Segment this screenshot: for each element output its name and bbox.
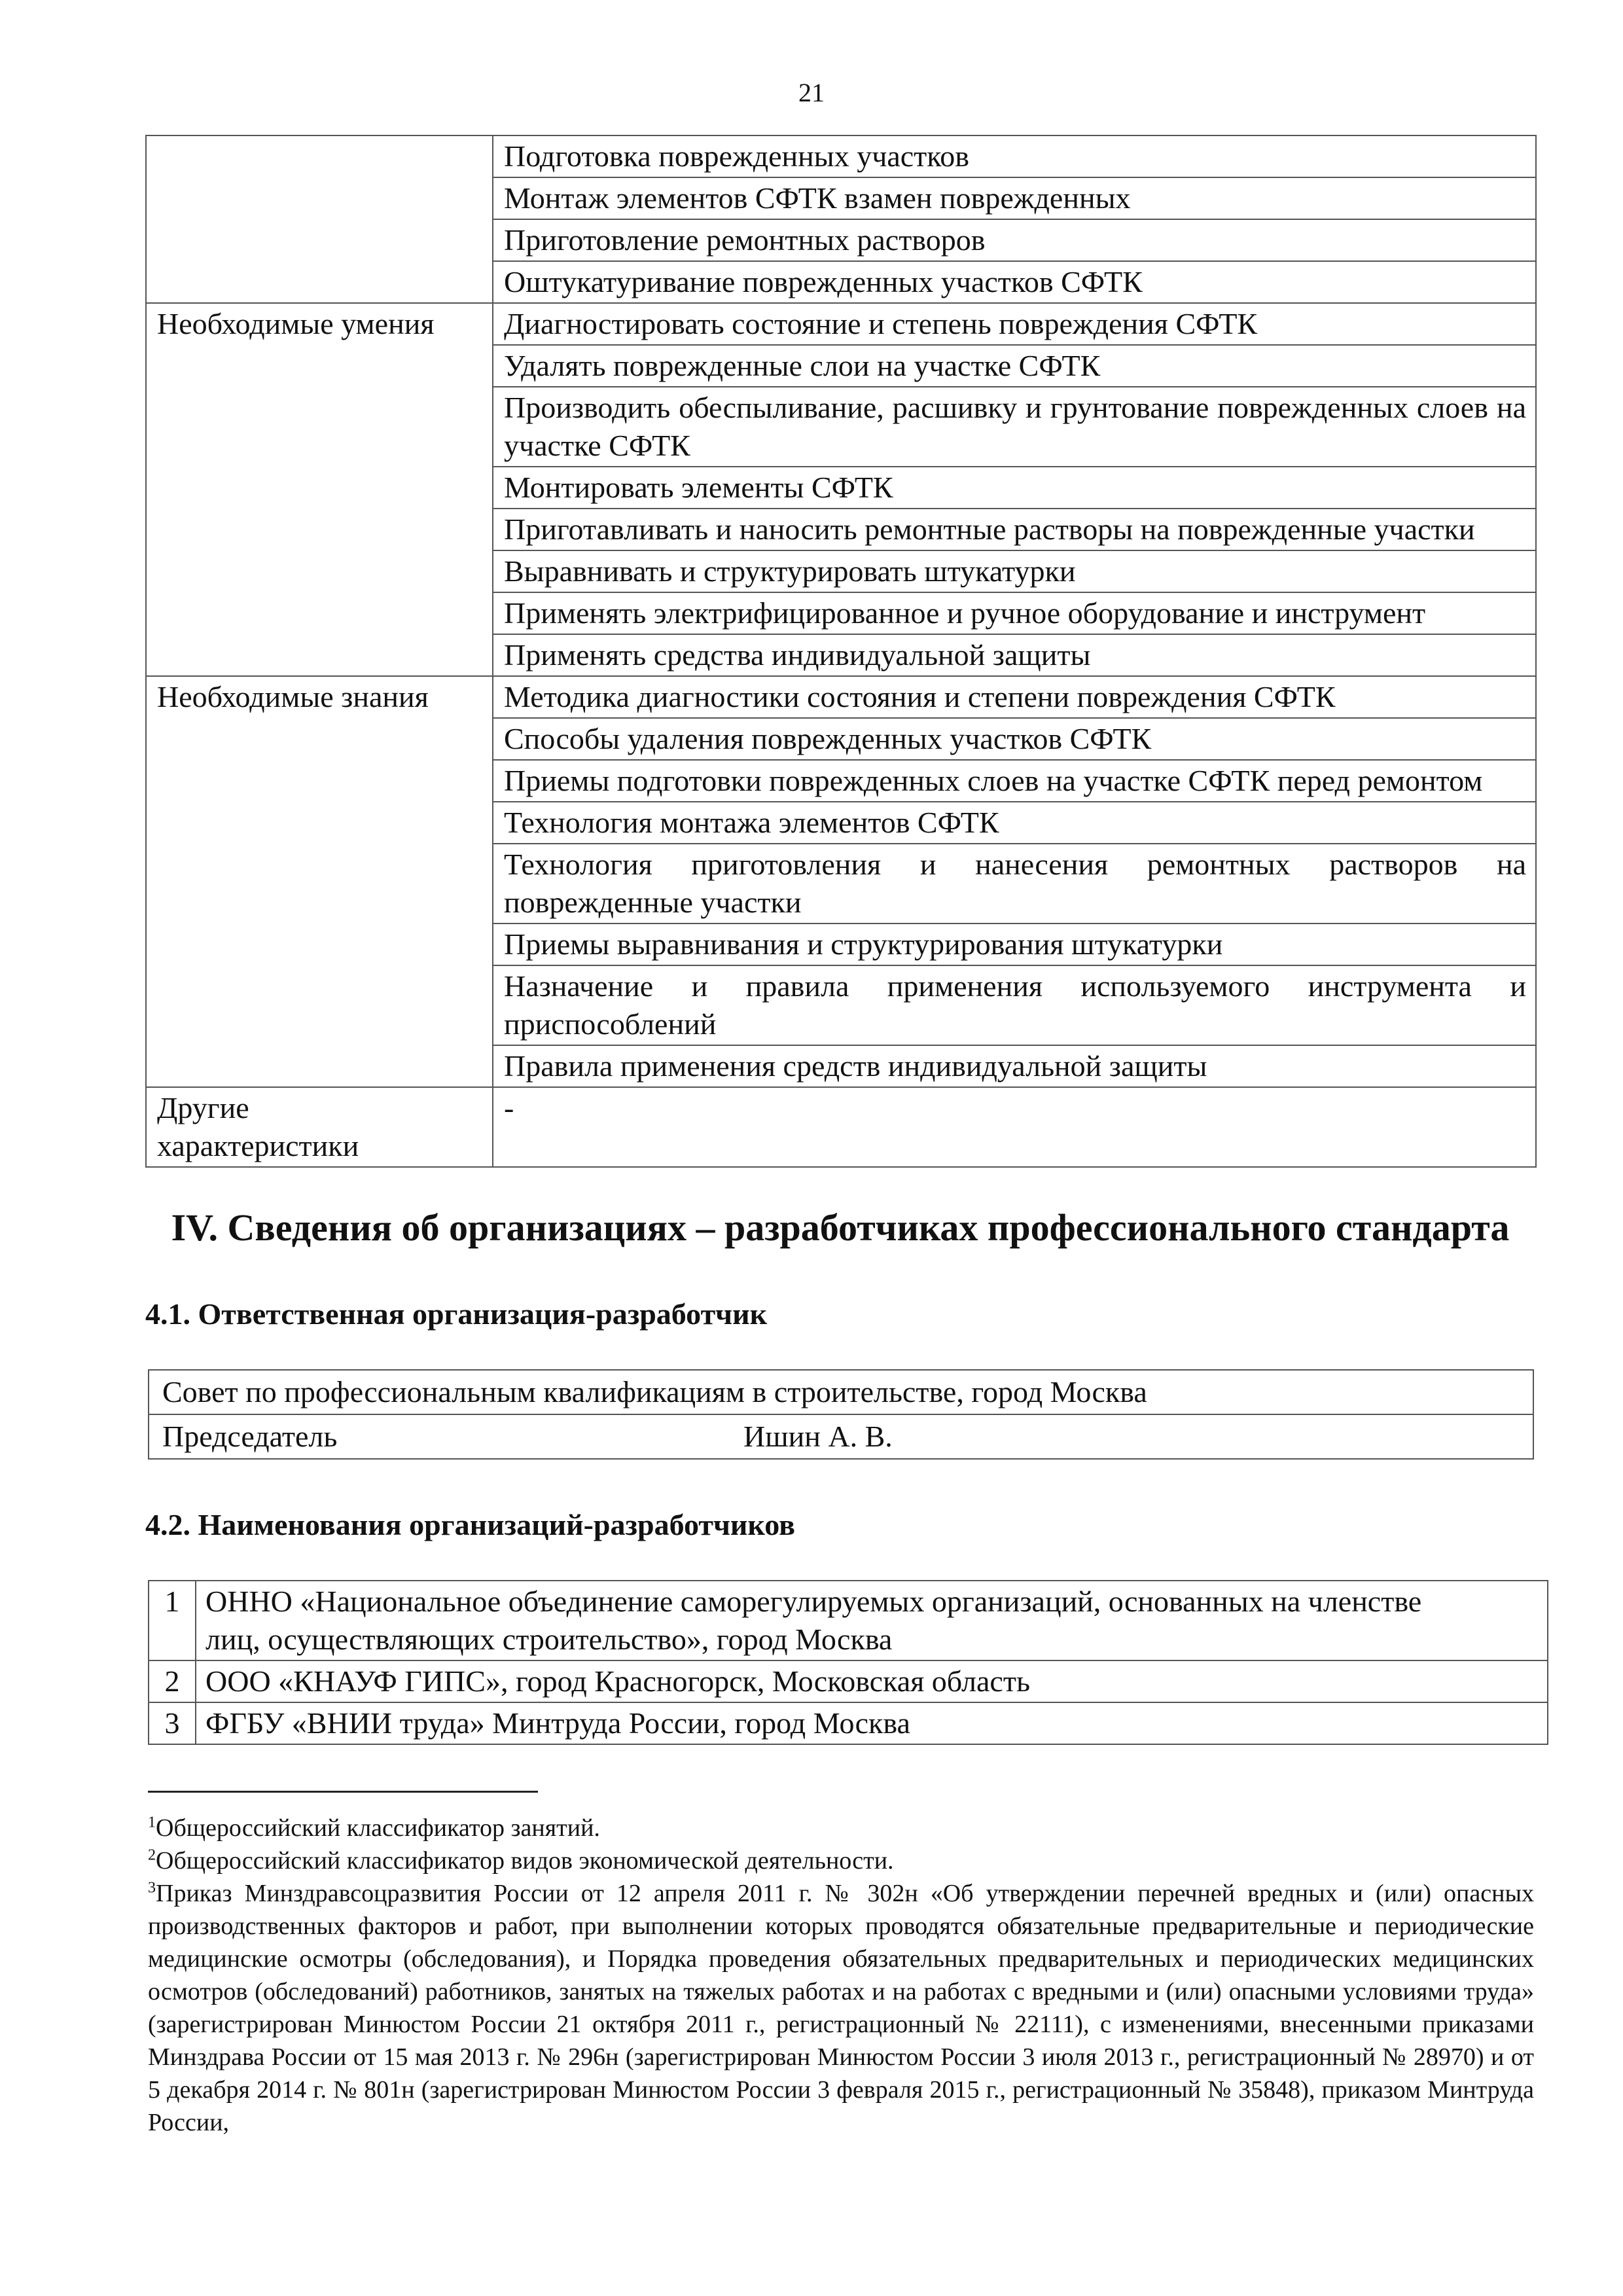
- footnote-mark: 2: [148, 1846, 156, 1864]
- row-value-cell: Подготовка поврежденных участков: [493, 135, 1536, 177]
- row-value-cell: Производить обеспыливание, расшивку и грунтование поврежденных слоев на участке СФТК: [493, 387, 1536, 467]
- table-row: [146, 676, 1536, 718]
- section-title: IV. Сведения об организациях – разработчиках профессионального стандарта: [171, 1206, 1510, 1249]
- footnote-text: Общероссийский классификатор занятий.: [156, 1814, 600, 1842]
- page-number: 21: [798, 78, 825, 107]
- row-value-cell: Применять средства индивидуальной защиты: [493, 634, 1536, 676]
- table-row: [149, 1414, 1533, 1459]
- row-value-cell: Способы удаления поврежденных участков СФТК: [493, 718, 1536, 760]
- developers-table: [148, 1580, 1548, 1745]
- developer-name: ФГБУ «ВНИИ труда» Минтруда России, город Москва: [196, 1702, 1548, 1744]
- developer-number: 1: [149, 1581, 196, 1660]
- responsible-org-heading: 4.1. Ответственная организация-разработчик: [145, 1297, 768, 1331]
- footnote: [148, 1812, 1534, 1844]
- table-row: [146, 303, 1536, 345]
- row-label-cell: [146, 135, 493, 303]
- developer-number: 3: [149, 1702, 196, 1744]
- row-value-cell: Приемы подготовки поврежденных слоев на участке СФТК перед ремонтом: [493, 760, 1536, 802]
- footnote: [148, 1877, 1534, 2139]
- developer-name: ООО «КНАУФ ГИПС», город Красногорск, Московская область: [196, 1660, 1548, 1702]
- row-value-cell: Методика диагностики состояния и степени повреждения СФТК: [493, 676, 1536, 718]
- row-label-cell: Другие характеристики: [146, 1087, 493, 1167]
- row-value-cell: Монтаж элементов СФТК взамен поврежденных: [493, 177, 1536, 219]
- row-value-cell: Правила применения средств индивидуальной защиты: [493, 1045, 1536, 1087]
- footnote-text: Приказ Минздравсоцразвития России от 12 апреля 2011 г. № 302н «Об утверждении перечней вредных и (или) опасных производственных факторов и работ, при выполнении которых проводятся обязательные предварительные и периодические медицинские осмотры (обследования), и Порядка проведения обязательных предварительных и периодических медицинских осмотров (обследований) работников, занятых на тяжелых работах и на работах с вредными и (или) опасными условиями труда» (зарегистрирован Минюстом России 21 октября 2011 г., регистрационный № 22111), с изменениями, внесенными приказами Минздрава России от 15 мая 2013 г. № 296н (зарегистрирован Минюстом России 3 июля 2013 г., регистрационный № 28970) и от 5 декабря 2014 г. № 801н (зарегистрирован Минюстом России 3 февраля 2015 г., регистрационный № 35848), приказом Минтруда России,: [148, 1880, 1534, 2136]
- row-value-cell: Выравнивать и структурировать штукатурки: [493, 550, 1536, 592]
- table-row: [149, 1370, 1533, 1414]
- row-value-cell: Оштукатуривание поврежденных участков СФТК: [493, 261, 1536, 303]
- footnote-text: Общероссийский классификатор видов экономической деятельности.: [156, 1847, 894, 1874]
- table-row: [149, 1702, 1548, 1744]
- footnote-separator: [148, 1791, 538, 1793]
- row-value-cell: Монтировать элементы СФТК: [493, 467, 1536, 509]
- footnote: [148, 1844, 1534, 1877]
- developers-heading: 4.2. Наименования организаций-разработчиков: [145, 1508, 795, 1541]
- row-value-cell: Диагностировать состояние и степень повреждения СФТК: [493, 303, 1536, 345]
- table-row: [146, 1087, 1536, 1167]
- row-label-cell: Необходимые знания: [146, 676, 493, 1087]
- row-value-cell: Удалять поврежденные слои на участке СФТК: [493, 345, 1536, 387]
- row-value-cell: Назначение и правила применения используемого инструмента и приспособлений: [493, 965, 1536, 1045]
- row-value-cell: Применять электрифицированное и ручное оборудование и инструмент: [493, 592, 1536, 634]
- table-row: [149, 1660, 1548, 1702]
- footnote-mark: 1: [148, 1814, 156, 1831]
- chair-label: Председатель: [162, 1420, 338, 1453]
- chair-name: Ишин А. В.: [743, 1420, 893, 1453]
- row-label-cell: Необходимые умения: [146, 303, 493, 676]
- responsible-org-name: Совет по профессиональным квалификациям в строительстве, город Москва: [149, 1370, 1533, 1414]
- row-value-cell: Приготавливать и наносить ремонтные растворы на поврежденные участки: [493, 509, 1536, 550]
- table-row: [146, 135, 1536, 177]
- row-value-cell: Технология монтажа элементов СФТК: [493, 802, 1536, 844]
- footnote-mark: 3: [148, 1879, 156, 1897]
- developer-number: 2: [149, 1660, 196, 1702]
- row-value-cell: Приготовление ремонтных растворов: [493, 219, 1536, 261]
- skills-knowledge-table: [145, 135, 1537, 1168]
- responsible-org-table: [148, 1369, 1534, 1460]
- row-value-cell: Технология приготовления и нанесения ремонтных растворов на поврежденные участки: [493, 844, 1536, 924]
- developer-name: ОННО «Национальное объединение саморегулируемых организаций, основанных на членстве лиц, осуществляющих строительство», город Москва: [196, 1581, 1548, 1660]
- chair-row: [149, 1414, 1533, 1459]
- row-value-cell: Приемы выравнивания и структурирования штукатурки: [493, 924, 1536, 965]
- table-row: [149, 1581, 1548, 1660]
- row-value-cell: -: [493, 1087, 1536, 1167]
- footnotes: [148, 1812, 1534, 2139]
